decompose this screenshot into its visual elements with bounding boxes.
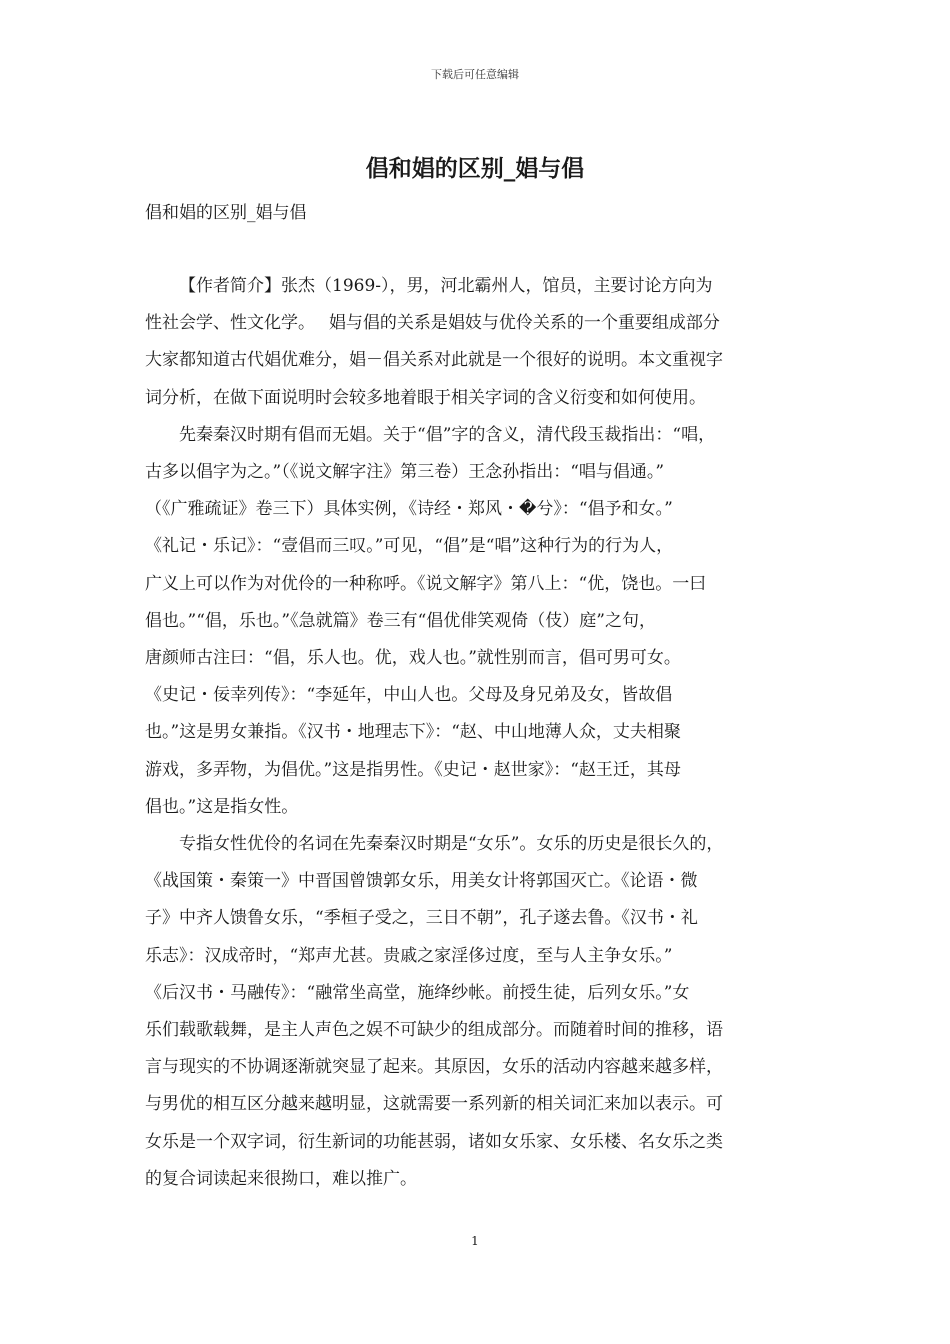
paragraph-line: 大家都知道古代娼优难分，娼－倡关系对此就是一个很好的说明。本文重视字 bbox=[145, 350, 723, 371]
paragraph-line: 女乐是一个双字词，衍生新词的功能甚弱，诸如女乐家、女乐楼、名女乐之类 bbox=[145, 1131, 723, 1152]
paragraph-line: 【作者简介】张杰（1969-），男，河北霸州人，馆员，主要讨论方向为 bbox=[179, 276, 713, 296]
paragraph-line: 言与现实的不协调逐渐就突显了起来。其原因，女乐的活动内容越来越多样， bbox=[145, 1057, 723, 1078]
paragraph-author-intro bbox=[145, 268, 810, 417]
paragraph-line: 《后汉书・马融传》：“融常坐高堂，施绛纱帐。前授生徒，后列女乐。”女 bbox=[145, 982, 690, 1003]
paragraph-line: 古多以倡字为之。”（《说文解字注》第三卷）王念孙指出：“唱与倡通。” bbox=[145, 462, 665, 483]
paragraph-line: 也。”这是男女兼指。《汉书・地理志下》：“赵、中山地薄人众，丈夫相聚 bbox=[145, 722, 681, 743]
page-number: 1 bbox=[471, 1234, 479, 1248]
paragraph-line: 《战国策・秦策一》中晋国曾馈郭女乐，用美女计将郭国灭亡。《论语・微 bbox=[145, 871, 698, 892]
paragraph-line: 的复合词读起来很拗口，难以推广。 bbox=[145, 1168, 417, 1189]
paragraph-line: 倡也。”“倡，乐也。”《急就篇》卷三有“倡优俳笑观倚（伎）庭”之句， bbox=[145, 610, 656, 631]
paragraph-line: 游戏，多弄物，为倡优。”这是指男性。《史记・赵世家》：“赵王迁，其母 bbox=[145, 759, 681, 780]
paragraph-line: 乐志》：汉成帝时，“郑声尤甚。贵戚之家淫侈过度，至与人主争女乐。” bbox=[145, 945, 673, 966]
paragraph-line: 倡也。”这是指女性。 bbox=[145, 796, 299, 817]
paragraph-line: 性社会学、性文化学。 娼与倡的关系是娼妓与优伶关系的一个重要组成部分 bbox=[145, 313, 720, 334]
paragraph-line: 唐颜师古注曰：“倡，乐人也。优，戏人也。”就性别而言，倡可男可女。 bbox=[145, 648, 681, 669]
paragraph-line: 乐们载歌载舞，是主人声色之娱不可缺少的组成部分。而随着时间的推移，语 bbox=[145, 1020, 723, 1041]
paragraph-line: 与男优的相互区分越来越明显，这就需要一系列新的相关词汇来加以表示。可 bbox=[145, 1094, 723, 1115]
paragraph-pre-qin-chang bbox=[145, 417, 810, 826]
paragraph-line: 专指女性优伶的名词在先秦秦汉时期是“女乐”。女乐的历史是很长久的， bbox=[179, 834, 724, 855]
paragraph-line: 《史记・佞幸列传》：“李延年，中山人也。父母及身兄弟及女，皆故倡 bbox=[145, 685, 673, 706]
paragraph-line: 词分析，在做下面说明时会较多地着眼于相关字词的含义衍变和如何使用。 bbox=[145, 387, 706, 408]
document-body bbox=[145, 268, 810, 1198]
paragraph-line: 《礼记・乐记》：“壹倡而三叹。”可见，“倡”是“唱”这种行为的行为人， bbox=[145, 536, 674, 557]
paragraph-line: 先秦秦汉时期有倡而无娼。关于“倡”字的含义，清代段玉裁指出：“唱， bbox=[179, 424, 716, 445]
document-subtitle: 倡和娼的区别_娼与倡 bbox=[145, 203, 307, 223]
paragraph-line: 广义上可以作为对优伶的一种称呼。《说文解字》第八上：“优，饶也。一曰 bbox=[145, 573, 707, 594]
document-title: 倡和娼的区别_娼与倡 bbox=[365, 155, 585, 182]
page-header-note: 下载后可任意编辑 bbox=[431, 68, 519, 81]
paragraph-line: 子》中齐人馈鲁女乐，“季桓子受之，三日不朝”，孔子遂去鲁。《汉书・礼 bbox=[145, 908, 698, 929]
paragraph-line: （《广雅疏证》卷三下）具体实例，《诗经・郑风・�兮》：“倡予和女。” bbox=[145, 499, 673, 520]
paragraph-nv-yue bbox=[145, 826, 810, 1198]
